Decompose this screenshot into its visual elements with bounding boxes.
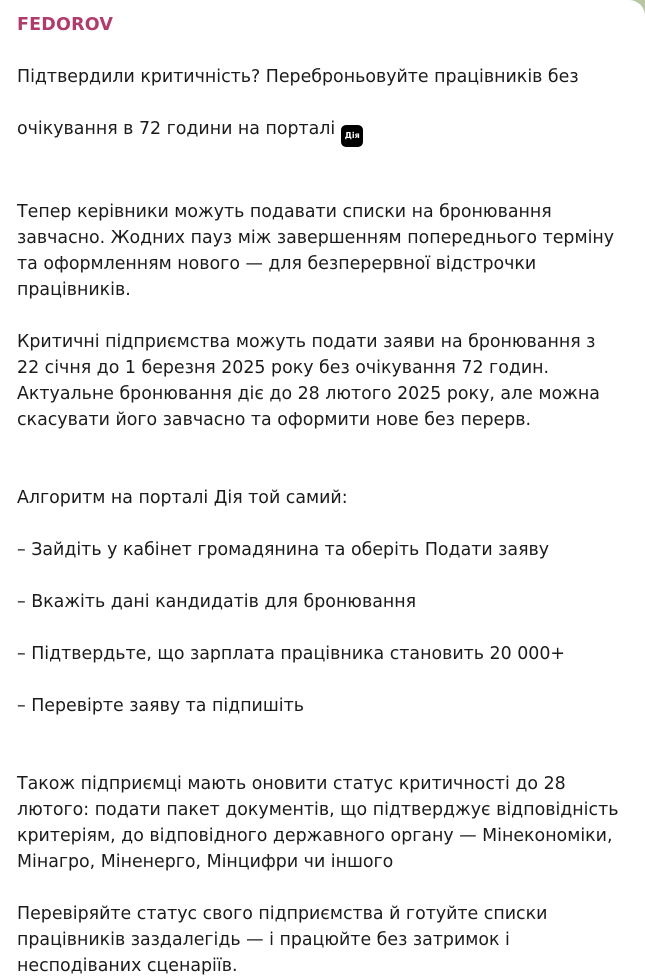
algorithm-intro: Алгоритм на порталі Дія той самий: xyxy=(17,488,348,508)
list-item: – Підтвердьте, що зарплата працівника становить 20 000+ xyxy=(17,644,565,664)
list-item: – Вкажіть дані кандидатів для бронювання xyxy=(17,592,417,612)
title-line-2-text: очікування в 72 години на порталі xyxy=(17,119,336,139)
title-line-1: Підтвердили критичність? Переброньовуйте працівників без xyxy=(17,67,579,87)
list-item: – Зайдіть у кабінет громадянина та оберіть Подати заяву xyxy=(17,540,550,560)
diia-logo-icon: Дія xyxy=(341,125,363,147)
paragraph-2: Критичні підприємства можуть подати заяви на бронювання з 22 січня до 1 березня 2025 року без очікування 72 годин. Актуальне бронювання діє до 28 лютого 2025 року, але можна скасувати його завчасно та оформити нове без перерв. xyxy=(17,332,600,430)
sender-name[interactable]: FEDOROV xyxy=(17,15,114,35)
algorithm-section xyxy=(17,459,629,745)
title-line-2 xyxy=(17,116,629,147)
list-item: – Перевірте заяву та підпишіть xyxy=(17,696,304,716)
paragraph-1: Тепер керівники можуть подавати списки на бронювання завчасно. Жодних пауз між завершенням попереднього терміну та оформленням нового — для безперервної відстрочки працівників. xyxy=(17,202,615,300)
paragraph-5: Перевіряйте статус свого підприємства й готуйте списки працівників заздалегідь — і працюйте без затримок і несподіваних сценаріїв. xyxy=(17,904,548,976)
message-title xyxy=(17,38,629,173)
paragraph-4: Також підприємці мають оновити статус критичності до 28 лютого: подати пакет документів, що підтверджує відповідність критеріям, до відповідного державного органу — Мінекономіки, Мінагро, Міненерго, Мінцифри чи іншого xyxy=(17,774,619,872)
